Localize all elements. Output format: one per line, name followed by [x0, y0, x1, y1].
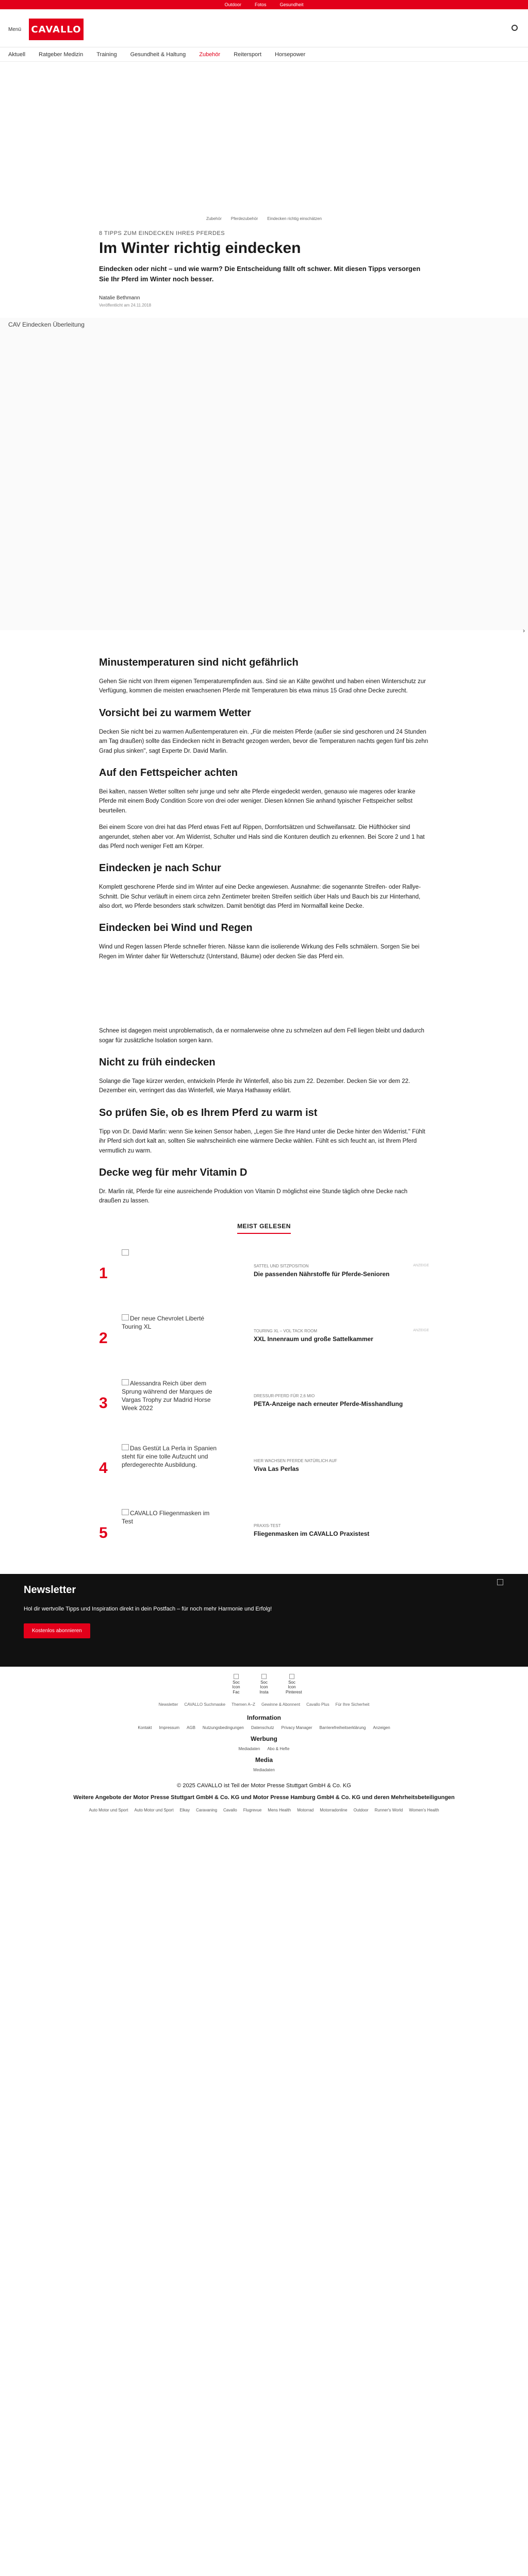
- paragraph: Gehen Sie nicht von Ihrem eigenen Temperaturempfinden aus. Sind sie an Kälte gewöhnt und haben einen Winterschutz zur Verfügung, kommen die meisten erwachsenen Pferde mit Temperaturen bis etwa minus 15 Grad ohne Decke zurecht.: [99, 679, 426, 694]
- footer-link[interactable]: Motorradonline: [320, 1807, 348, 1812]
- social-image-icon: [261, 1674, 267, 1679]
- section-heading: Decke weg für mehr Vitamin D: [99, 1166, 248, 1178]
- nav-item[interactable]: Zubehör: [199, 51, 221, 58]
- article-title: Im Winter richtig eindecken: [99, 240, 301, 257]
- social-image-icon: [234, 1674, 239, 1679]
- footer-link[interactable]: Kontakt: [138, 1725, 152, 1730]
- social-label: Soc Icon Insta: [259, 1680, 269, 1694]
- paragraph: Solange die Tage kürzer werden, entwickeln Pferde ihr Winterfell, also bis zum 22. Dezember. Decken Sie vor dem 22. Dezember ein, verringert das das Winterfell, wie Marya Hathaway erklärt.: [99, 1078, 410, 1094]
- newsletter-text: Hol dir wertvolle Tipps und Inspiration direkt in dein Postfach – für noch mehr Harmonie und Erfolg!: [24, 1605, 272, 1612]
- paragraph: Wind und Regen lassen Pferde schneller frieren. Nässe kann die isolierende Wirkung des Fells schmälern. Sorgen Sie bei Regen im Winter daher für Wetterschutz (Unterstand, Bäume) oder decken Sie das Pferd ein.: [99, 944, 420, 960]
- most-read-item[interactable]: [99, 1509, 429, 1557]
- section-heading: Auf den Fettspeicher achten: [99, 767, 238, 778]
- social-image-icon: [289, 1674, 294, 1679]
- most-read-text: [254, 1264, 429, 1279]
- breadcrumb-item[interactable]: Eindecken richtig einschätzen: [267, 216, 322, 221]
- most-read-image[interactable]: [122, 1249, 220, 1294]
- breadcrumb: [99, 216, 429, 221]
- footer-top-links: [0, 1702, 528, 1707]
- footer-link[interactable]: Newsletter: [158, 1702, 178, 1707]
- logo-text: CAVALLO: [31, 24, 81, 35]
- social-icon[interactable]: [258, 1674, 270, 1695]
- most-read-title[interactable]: XXL Innenraum und große Sattelkammer: [254, 1335, 373, 1343]
- image-placeholder-icon: [122, 1379, 129, 1385]
- most-read-image-alt: Das Gestüt La Perla in Spanien steht für eine tolle Aufzucht und pferdegerechte Ausbildung.: [122, 1444, 217, 1469]
- footer-info-heading: Information: [247, 1714, 281, 1721]
- most-read-number: 1: [99, 1264, 108, 1282]
- ad-space: [0, 62, 528, 206]
- breadcrumb-item[interactable]: Pferdezubehör: [230, 216, 258, 221]
- most-read-item[interactable]: [99, 1314, 429, 1363]
- social-links: [0, 1667, 528, 1702]
- newsletter-title: Newsletter: [24, 1584, 76, 1596]
- most-read-image[interactable]: [122, 1509, 220, 1553]
- footer-link[interactable]: Mediadaten: [253, 1767, 275, 1772]
- paragraph: Schnee ist dagegen meist unproblematisch, da er normalerweise ohne zu schmelzen auf dem Fell liegen bleibt und dadurch sogar für zusätzliche Isolation sorgen kann.: [99, 1028, 424, 1044]
- footer-link[interactable]: Cavallo: [223, 1807, 237, 1812]
- most-read-item[interactable]: [99, 1444, 429, 1493]
- footer-info-links: [0, 1725, 528, 1730]
- footer-link[interactable]: Mens Health: [268, 1807, 291, 1812]
- most-read-text: [254, 1523, 429, 1538]
- most-read-image[interactable]: [122, 1314, 220, 1359]
- top-strip-link[interactable]: Gesundheit: [279, 2, 304, 7]
- footer-link[interactable]: Auto Motor und Sport: [134, 1807, 174, 1812]
- top-strip: [0, 0, 528, 9]
- most-read-image[interactable]: [122, 1379, 220, 1423]
- article-author[interactable]: Natalie Bethmann: [99, 295, 140, 301]
- top-strip-link[interactable]: Outdoor: [224, 2, 241, 7]
- image-placeholder-icon: [122, 1444, 129, 1450]
- footer-link[interactable]: Outdoor: [353, 1807, 369, 1812]
- most-read-heading: [0, 1222, 528, 1234]
- newsletter-subscribe-button[interactable]: Kostenlos abonnieren: [24, 1623, 90, 1638]
- footer-media-heading: Media: [255, 1756, 273, 1764]
- paragraph: Dr. Marlin rät, Pferde für eine ausreichende Produktion von Vitamin D möglichst eine Stunde täglich ohne Decke nach draußen zu lassen.: [99, 1188, 408, 1205]
- footer-link[interactable]: Abo & Hefte: [267, 1746, 290, 1751]
- footer-link[interactable]: Runner's World: [374, 1807, 403, 1812]
- most-read-kicker: PRAXIS-TEST: [254, 1523, 281, 1528]
- footer-link[interactable]: CAVALLO Suchmaske: [184, 1702, 226, 1707]
- footer-copyright: © 2025 CAVALLO ist Teil der Motor Presse Stuttgart GmbH & Co. KG: [177, 1782, 351, 1789]
- most-read-kicker: DRESSUR-PFERD FÜR 2,6 MIO: [254, 1393, 315, 1398]
- most-read-item[interactable]: [99, 1249, 429, 1298]
- image-placeholder-icon: [122, 1509, 129, 1515]
- nav-item[interactable]: Aktuell: [8, 51, 26, 58]
- nav-item[interactable]: Horsepower: [275, 51, 306, 58]
- most-read-image[interactable]: [122, 1444, 220, 1488]
- paragraph: Bei einem Score von drei hat das Pferd etwas Fett auf Rippen, Dornfortsätzen und Schweifansatz. Die Hüfthöcker sind angerundet, stehen aber vor. Am Widerrist, Schulter und Hals sind die Konturen deutlich zu erkennen. Bei Score 2 und 1 hat das Pferd noch weniger Fett am Körper.: [99, 824, 425, 850]
- footer-partner-links: [0, 1747, 528, 1751]
- most-read-number: 4: [99, 1459, 108, 1477]
- most-read-title[interactable]: Die passenden Nährstoffe für Pferde-Senioren: [254, 1270, 390, 1278]
- paragraph: Bei kalten, nassen Wetter sollten sehr junge und sehr alte Pferde eingedeckt werden, genauso wie mageres oder kranke Pferde mit einem Body Condition Score von drei oder weniger. Diesen können Sie anhand typischer Fettspeicher selbst beurteilen.: [99, 788, 416, 814]
- most-read-item[interactable]: [99, 1379, 429, 1428]
- breadcrumb-item[interactable]: Zubehör: [206, 216, 222, 221]
- most-read-number: 3: [99, 1394, 108, 1412]
- most-read-image-alt: CAVALLO Fliegenmasken im Test: [122, 1509, 210, 1525]
- footer-link[interactable]: Impressum: [159, 1725, 180, 1730]
- most-read-title: MEIST GELESEN: [237, 1223, 291, 1234]
- social-label: Soc Icon Pinterest: [286, 1680, 302, 1694]
- paragraph: Tipp von Dr. David Marlin: wenn Sie keinen Sensor haben, „Legen Sie Ihre Hand unter die Decke hinter den Widerrist." Fühlt ihr Pferd sich dort kalt an, sollten Sie wahrscheinlich eine wärmere Decke wählen. Fühlt es sich feucht an, ist Ihrem Pferd vermutlich zu warm.: [99, 1128, 425, 1154]
- footer-link[interactable]: Auto Motor und Sport: [89, 1807, 128, 1812]
- ad-label: ANZEIGE: [413, 1263, 429, 1267]
- footer-link[interactable]: Mediadaten: [238, 1746, 260, 1751]
- most-read-kicker: HIER WACHSEN PFERDE NATÜRLICH AUF: [254, 1458, 337, 1463]
- footer-link[interactable]: Flugrevue: [243, 1807, 262, 1812]
- footer-media-links: [0, 1768, 528, 1772]
- social-icon[interactable]: [286, 1674, 302, 1695]
- footer-link[interactable]: Für Ihre Sicherheit: [335, 1702, 370, 1707]
- image-placeholder-icon: [122, 1249, 129, 1256]
- most-read-text: [254, 1459, 429, 1473]
- footer-link[interactable]: Caravaning: [196, 1807, 218, 1812]
- footer-link[interactable]: Cavallo Plus: [306, 1702, 329, 1707]
- social-icon[interactable]: [230, 1674, 242, 1695]
- chevron-right-icon[interactable]: ›: [523, 627, 525, 634]
- top-strip-link[interactable]: Fotos: [254, 2, 267, 7]
- menu-button[interactable]: Menü: [8, 27, 22, 32]
- nav-item[interactable]: Training: [96, 51, 117, 58]
- footer-link[interactable]: Gewinne & Abonnent: [261, 1702, 301, 1707]
- nav-item[interactable]: Ratgeber Medizin: [39, 51, 84, 58]
- most-read-title[interactable]: Viva Las Perlas: [254, 1465, 299, 1472]
- paragraph: Komplett geschorene Pferde sind im Winter auf eine Decke angewiesen. Ausnahme: die sogenannte Streifen- oder Rallye-Schnitt. Die Schur verläuft in einem circa zehn Zentimeter breiten Streifen seitlich über Hals und Bauch bis zur Hinterhand, also dort, wo Pferde besonders stark schwitzen. Damit benötigt das Pferd im Normalfall keine Decke.: [99, 884, 421, 910]
- most-read-number: 2: [99, 1329, 108, 1347]
- most-read-list: [0, 1249, 528, 1557]
- most-read-text: [254, 1329, 429, 1344]
- section-heading: Minustemperaturen sind nicht gefährlich: [99, 657, 299, 668]
- most-read-number: 5: [99, 1524, 108, 1541]
- footer-link[interactable]: Themen A–Z: [232, 1702, 255, 1707]
- hero-image-alt: CAV Eindecken Überleitung: [8, 321, 85, 328]
- image-placeholder-icon: [122, 1314, 129, 1320]
- footer-partner-heading: Werbung: [251, 1735, 277, 1742]
- newsletter-box: [0, 1574, 528, 1667]
- footer-brand-links: [0, 1808, 528, 1812]
- section-heading: Eindecken je nach Schur: [99, 862, 221, 874]
- most-read-kicker: SATTEL UND SITZPOSITION: [254, 1263, 309, 1268]
- newsletter-image: [497, 1579, 503, 1585]
- main-navigation: [0, 47, 528, 62]
- section-heading: Vorsicht bei zu warmem Wetter: [99, 707, 251, 719]
- most-read-title[interactable]: PETA-Anzeige nach erneuter Pferde-Misshandlung: [254, 1400, 403, 1408]
- article-kicker: 8 TIPPS ZUM EINDECKEN IHRES PFERDES: [99, 230, 225, 236]
- nav-item[interactable]: Reitersport: [234, 51, 262, 58]
- footer-link[interactable]: Elkay: [179, 1807, 190, 1812]
- ad-space: [99, 969, 429, 1026]
- footer-link[interactable]: Datenschutz: [251, 1725, 274, 1730]
- search-icon[interactable]: [512, 25, 518, 31]
- paragraph: Decken Sie nicht bei zu warmen Außentemperaturen ein. „Für die meisten Pferde (außer sie sind geschoren und 24 Stunden am Tag draußen) sollte das Eindecken nicht in Betracht gezogen werden, bevor die Temperaturen nachts gegen fünf bis zehn Grad plus sinken", sagt Experte Dr. David Marlin.: [99, 728, 428, 754]
- footer-link[interactable]: Women's Health: [409, 1807, 439, 1812]
- hero-image: [0, 318, 528, 634]
- footer-link[interactable]: AGB: [187, 1725, 195, 1730]
- footer-link[interactable]: Barrierefreiheitserklärung: [319, 1725, 366, 1730]
- section-heading: So prüfen Sie, ob es Ihrem Pferd zu warm ist: [99, 1107, 318, 1118]
- most-read-kicker: TOURING XL – VOL TACK ROOM: [254, 1328, 317, 1333]
- ad-label: ANZEIGE: [413, 1328, 429, 1332]
- footer-link[interactable]: Nutzungsbedingungen: [202, 1725, 244, 1730]
- site-logo[interactable]: [29, 19, 84, 40]
- footer-link[interactable]: Privacy Manager: [281, 1725, 312, 1730]
- section-heading: Eindecken bei Wind und Regen: [99, 922, 253, 934]
- footer-further-offers: Weitere Angebote der Motor Presse Stuttgart GmbH & Co. KG und Motor Presse Hamburg GmbH & Co. KG und deren Mehrheitsbeteiligungen: [73, 1794, 455, 1801]
- most-read-text: [254, 1394, 429, 1409]
- social-label: Soc Icon Fac: [232, 1680, 240, 1694]
- article-body: [99, 630, 429, 1206]
- most-read-title[interactable]: Fliegenmasken im CAVALLO Praxistest: [254, 1530, 370, 1537]
- section-heading: Nicht zu früh eindecken: [99, 1057, 216, 1069]
- article-date: Veröffentlicht am 24.11.2018: [99, 303, 152, 308]
- footer-link[interactable]: Anzeigen: [373, 1725, 390, 1730]
- nav-item[interactable]: Gesundheit & Haltung: [130, 51, 186, 58]
- article-lead: Eindecken oder nicht – und wie warm? Die Entscheidung fällt oft schwer. Mit diesen Tipps versorgen Sie Ihr Pferd im Winter noch besser.: [99, 265, 421, 283]
- most-read-image-alt: Alessandra Reich über dem Sprung während der Marques de Vargas Trophy zur Madrid Horse Week 2022: [122, 1379, 212, 1412]
- most-read-image-alt: Der neue Chevrolet Liberté Touring XL: [122, 1314, 205, 1330]
- footer-link[interactable]: Motorrad: [297, 1807, 314, 1812]
- site-header: [0, 9, 528, 47]
